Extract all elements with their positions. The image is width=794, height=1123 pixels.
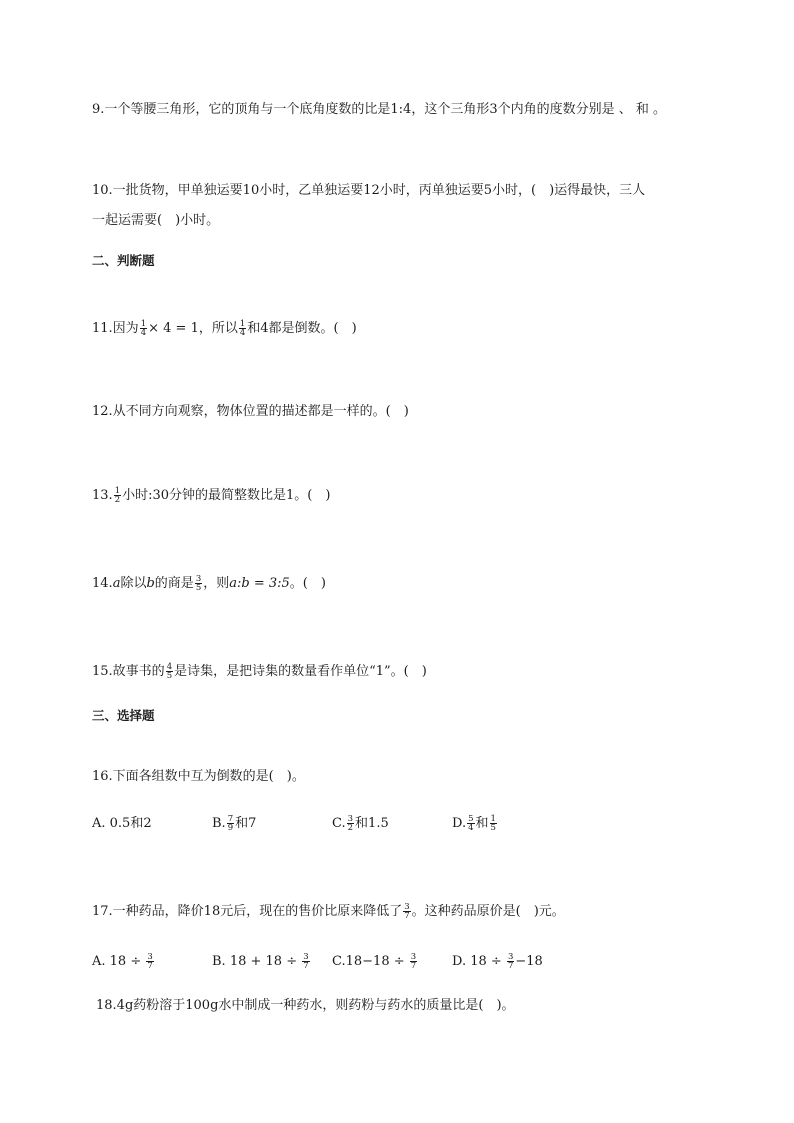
fraction: $\frac{1}{4}$	[140, 319, 147, 338]
option-text: 和1.5	[355, 816, 389, 831]
option-text-post: −18	[515, 954, 543, 969]
question-12: 12.从不同方向观察，物体位置的描述都是一样的。( )	[92, 404, 409, 419]
option-label: C.	[332, 816, 346, 831]
section-heading-choice: 三、选择题	[92, 708, 155, 723]
fraction: $\frac{3}{7}$	[404, 902, 410, 921]
option-label: B.	[212, 816, 226, 831]
q13-text-post: 小时:30分钟的最简整数比是1。( )	[122, 488, 331, 503]
fraction: $\frac{4}{5}$	[166, 662, 173, 681]
question-13	[92, 487, 330, 505]
question-17	[92, 903, 565, 921]
option-text: C.18−18 ÷	[332, 954, 409, 969]
q11-text-pre: 11.因为	[92, 321, 139, 336]
q15-text-pre: 15.故事书的	[92, 664, 165, 679]
q17-option-b	[212, 953, 311, 971]
q11-text-mid: × 4 = 1，所以	[148, 321, 238, 336]
q17-text-post: 。这种药品原价是( )元。	[411, 904, 565, 919]
q16-option-c	[332, 815, 389, 833]
option-text: 和	[475, 816, 489, 831]
option-text: D. 18 ÷	[452, 954, 506, 969]
ratio-expression: a:b = 3:5	[229, 576, 290, 591]
question-16: 16.下面各组数中互为倒数的是( )。	[92, 769, 305, 784]
fraction: $\frac{1}{5}$	[490, 814, 496, 833]
q11-text-post: 和4都是倒数。( )	[247, 321, 357, 336]
question-11	[92, 320, 357, 338]
q17-option-a	[92, 953, 155, 971]
option-text: 和7	[235, 816, 257, 831]
fraction: $\frac{3}{5}$	[195, 574, 202, 593]
q17-option-c	[332, 953, 418, 971]
fraction: $\frac{3}{7}$	[303, 952, 309, 971]
q14-text-2: 的商是	[154, 576, 194, 591]
question-18: 18.4g药粉溶于100g水中制成一种药水，则药粉与药水的质量比是( )。	[96, 998, 515, 1013]
question-14	[92, 575, 326, 593]
q14-text-3: ，则	[203, 576, 230, 591]
fraction: $\frac{3}{7}$	[410, 952, 417, 971]
q16-option-b	[212, 815, 256, 833]
q13-text-pre: 13.	[92, 488, 113, 503]
fraction: $\frac{3}{7}$	[147, 952, 153, 971]
fraction: $\frac{7}{9}$	[227, 814, 234, 833]
variable-b: b	[146, 576, 155, 591]
q17-text-pre: 17.一种药品，降价18元后，现在的售价比原来降低了	[92, 904, 403, 919]
section-heading-judgement: 二、判断题	[92, 253, 155, 268]
q15-text-post: 是诗集，是把诗集的数量看作单位“1”。( )	[174, 664, 427, 679]
question-10-line-1: 10.一批货物，甲单独运要10小时，乙单独运要12小时，丙单独运要5小时，( )运得最快，三人	[92, 183, 646, 198]
fraction: $\frac{3}{7}$	[507, 952, 514, 971]
variable-a: a	[112, 576, 121, 591]
q17-option-d	[452, 953, 543, 971]
option-text: B. 18 + 18 ÷	[212, 954, 302, 969]
question-10-line-2: 一起运需要( )小时。	[92, 213, 220, 228]
fraction: $\frac{3}{2}$	[347, 814, 354, 833]
q16-option-a: A. 0.5和2	[92, 816, 152, 831]
option-label: D.	[452, 816, 467, 831]
q14-text-1: 除以	[120, 576, 147, 591]
fraction: $\frac{1}{4}$	[239, 319, 246, 338]
q14-text-post: 。( )	[289, 576, 326, 591]
fraction: $\frac{1}{2}$	[114, 486, 121, 505]
fraction: $\frac{5}{4}$	[468, 814, 474, 833]
q16-option-d	[452, 815, 498, 833]
option-text: A. 18 ÷	[92, 954, 146, 969]
q14-text-pre: 14.	[92, 576, 113, 591]
question-15	[92, 663, 427, 681]
question-9: 9.一个等腰三角形，它的顶角与一个底角度数的比是1:4，这个三角形3个内角的度数分别是 、 和 。	[92, 102, 666, 117]
